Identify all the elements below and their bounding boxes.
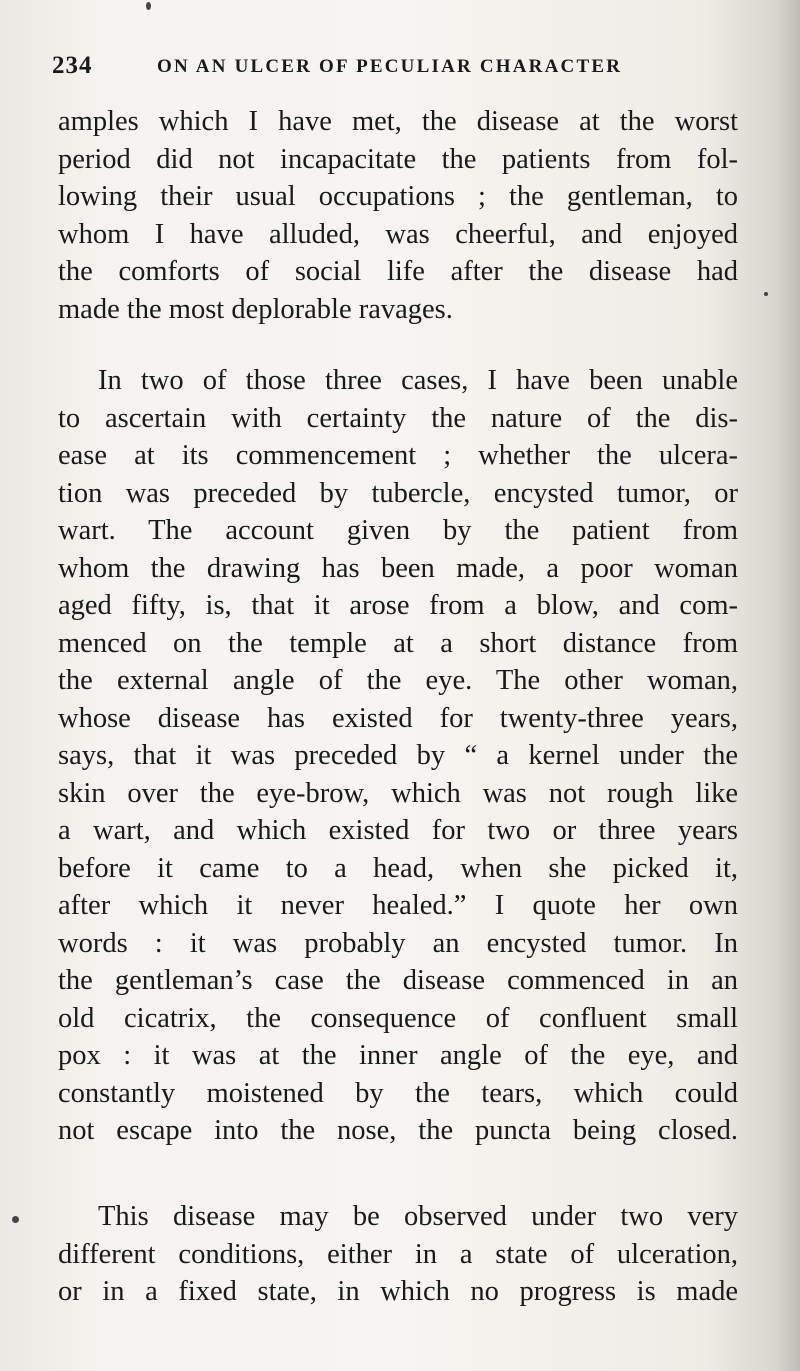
text-line: after which it never healed.” I quote her own bbox=[58, 890, 738, 921]
text-line: ease at its commencement ; whether the ulcera- bbox=[58, 440, 738, 471]
page-number: 234 bbox=[52, 52, 93, 79]
page-header bbox=[52, 52, 752, 92]
text-line: not escape into the nose, the puncta being closed. bbox=[58, 1115, 738, 1146]
text-line: constantly moistened by the tears, which could bbox=[58, 1077, 738, 1109]
text-line: aged fifty, is, that it arose from a blow, and com- bbox=[58, 590, 738, 621]
text-line: the comforts of social life after the disease had bbox=[58, 256, 738, 287]
text-line: to ascertain with certainty the nature of the dis- bbox=[58, 402, 738, 434]
text-line: different conditions, either in a state of ulceration, bbox=[58, 1238, 738, 1270]
text-line: pox : it was at the inner angle of the eye, and bbox=[58, 1040, 738, 1071]
paragraph-1 bbox=[58, 103, 738, 328]
paragraph-2 bbox=[58, 362, 738, 1150]
text-line: lowing their usual occupations ; the gentleman, to bbox=[58, 181, 738, 212]
text-line: old cicatrix, the consequence of confluent small bbox=[58, 1002, 738, 1034]
text-line: wart. The account given by the patient from bbox=[58, 515, 738, 546]
text-line: words : it was probably an encysted tumor. In bbox=[58, 927, 738, 959]
text-line: whom the drawing has been made, a poor woman bbox=[58, 552, 738, 584]
text-line: skin over the eye-brow, which was not rough like bbox=[58, 777, 738, 809]
text-line: amples which I have met, the disease at the worst bbox=[58, 106, 738, 137]
paper-speck bbox=[12, 1216, 19, 1223]
paper-speck bbox=[764, 292, 768, 296]
text-line: whom I have alluded, was cheerful, and enjoyed bbox=[58, 218, 738, 250]
text-line: period did not incapacitate the patients from fol- bbox=[58, 143, 738, 175]
text-line: says, that it was preceded by “ a kernel under the bbox=[58, 740, 738, 771]
text-line: the gentleman’s case the disease commenced in an bbox=[58, 965, 738, 996]
text-line: the external angle of the eye. The other woman, bbox=[58, 665, 738, 696]
text-line: whose disease has existed for twenty-three years, bbox=[58, 702, 738, 734]
text-line: a wart, and which existed for two or three years bbox=[58, 815, 738, 846]
text-line: In two of those three cases, I have been unable bbox=[98, 365, 738, 396]
text-line: before it came to a head, when she picked it, bbox=[58, 852, 738, 884]
text-line: or in a fixed state, in which no progress is made bbox=[58, 1276, 738, 1307]
paper-speck bbox=[146, 2, 151, 10]
text-line: This disease may be observed under two very bbox=[98, 1201, 738, 1232]
text-line: tion was preceded by tubercle, encysted tumor, or bbox=[58, 477, 738, 509]
paragraph-3 bbox=[58, 1198, 738, 1311]
text-line: menced on the temple at a short distance from bbox=[58, 627, 738, 659]
running-head: ON AN ULCER OF PECULIAR CHARACTER bbox=[157, 56, 623, 77]
text-line: made the most deplorable ravages. bbox=[58, 293, 453, 325]
